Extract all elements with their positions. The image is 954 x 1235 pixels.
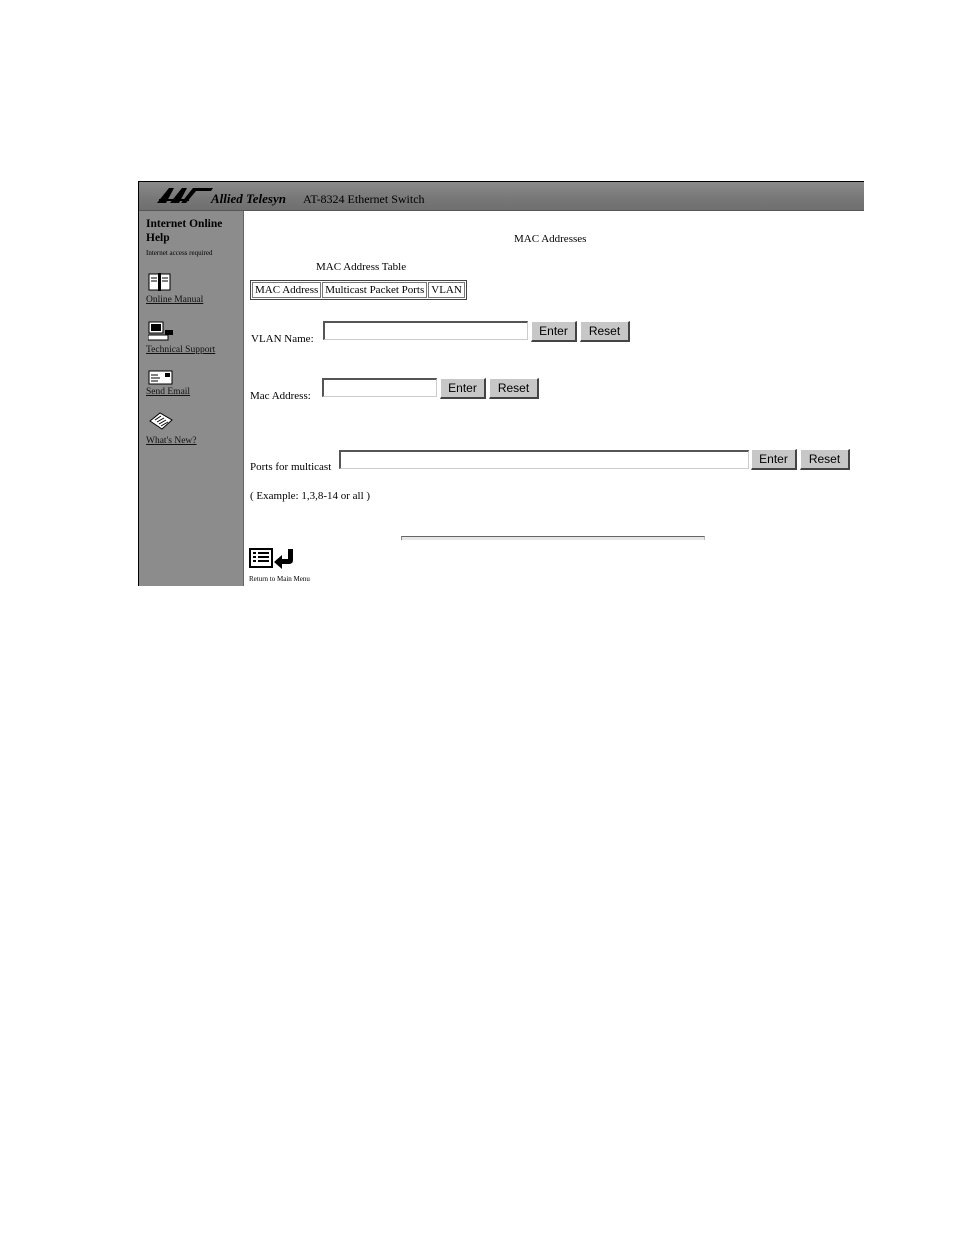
product-name: AT-8324 Ethernet Switch (303, 192, 425, 206)
browser-window (138, 181, 864, 586)
page-title: MAC Addresses (514, 233, 587, 245)
vlan-name-label: VLAN Name: (251, 333, 314, 345)
allied-telesyn-logo-icon (157, 187, 213, 204)
help-title: Internet Online Help (146, 218, 223, 244)
column-header: Multicast Packet Ports (322, 282, 427, 298)
book-icon[interactable] (148, 272, 172, 292)
column-header: VLAN (428, 282, 465, 298)
ports-example-hint: ( Example: 1,3,8-14 or all ) (250, 490, 371, 502)
mac-enter-button[interactable]: Enter (440, 378, 486, 399)
help-note: Internet access required (146, 249, 213, 257)
computer-icon[interactable] (148, 321, 174, 343)
sidebar-item-online-manual[interactable]: Online Manual (146, 295, 204, 305)
newspaper-icon[interactable] (148, 411, 174, 431)
help-sidebar (139, 211, 244, 586)
mac-address-label: Mac Address: (250, 390, 311, 402)
mac-reset-button[interactable]: Reset (489, 378, 539, 399)
ports-for-multicast-input[interactable] (339, 450, 749, 469)
mac-address-input[interactable] (322, 378, 437, 397)
ports-label: Ports for multicast (250, 461, 332, 473)
mac-address-table (250, 280, 467, 300)
brand-name: Allied Telesyn (211, 191, 286, 206)
ports-enter-button[interactable]: Enter (751, 449, 797, 470)
ports-reset-button[interactable]: Reset (800, 449, 850, 470)
return-to-main-menu-link[interactable]: Return to Main Menu (249, 575, 310, 583)
header-bar (139, 182, 864, 211)
horizontal-divider (401, 536, 705, 540)
sidebar-item-send-email[interactable]: Send Email (146, 387, 191, 397)
main-content (244, 211, 864, 586)
sidebar-item-whats-new[interactable]: What's New? (146, 436, 197, 446)
vlan-enter-button[interactable]: Enter (531, 321, 577, 342)
vlan-reset-button[interactable]: Reset (580, 321, 630, 342)
table-caption: MAC Address Table (316, 261, 407, 273)
column-header: MAC Address (252, 282, 321, 298)
envelope-icon[interactable] (148, 370, 174, 386)
sidebar-item-technical-support[interactable]: Technical Support (146, 345, 216, 355)
return-to-main-menu-icon[interactable] (249, 547, 297, 571)
vlan-name-input[interactable] (323, 321, 528, 340)
